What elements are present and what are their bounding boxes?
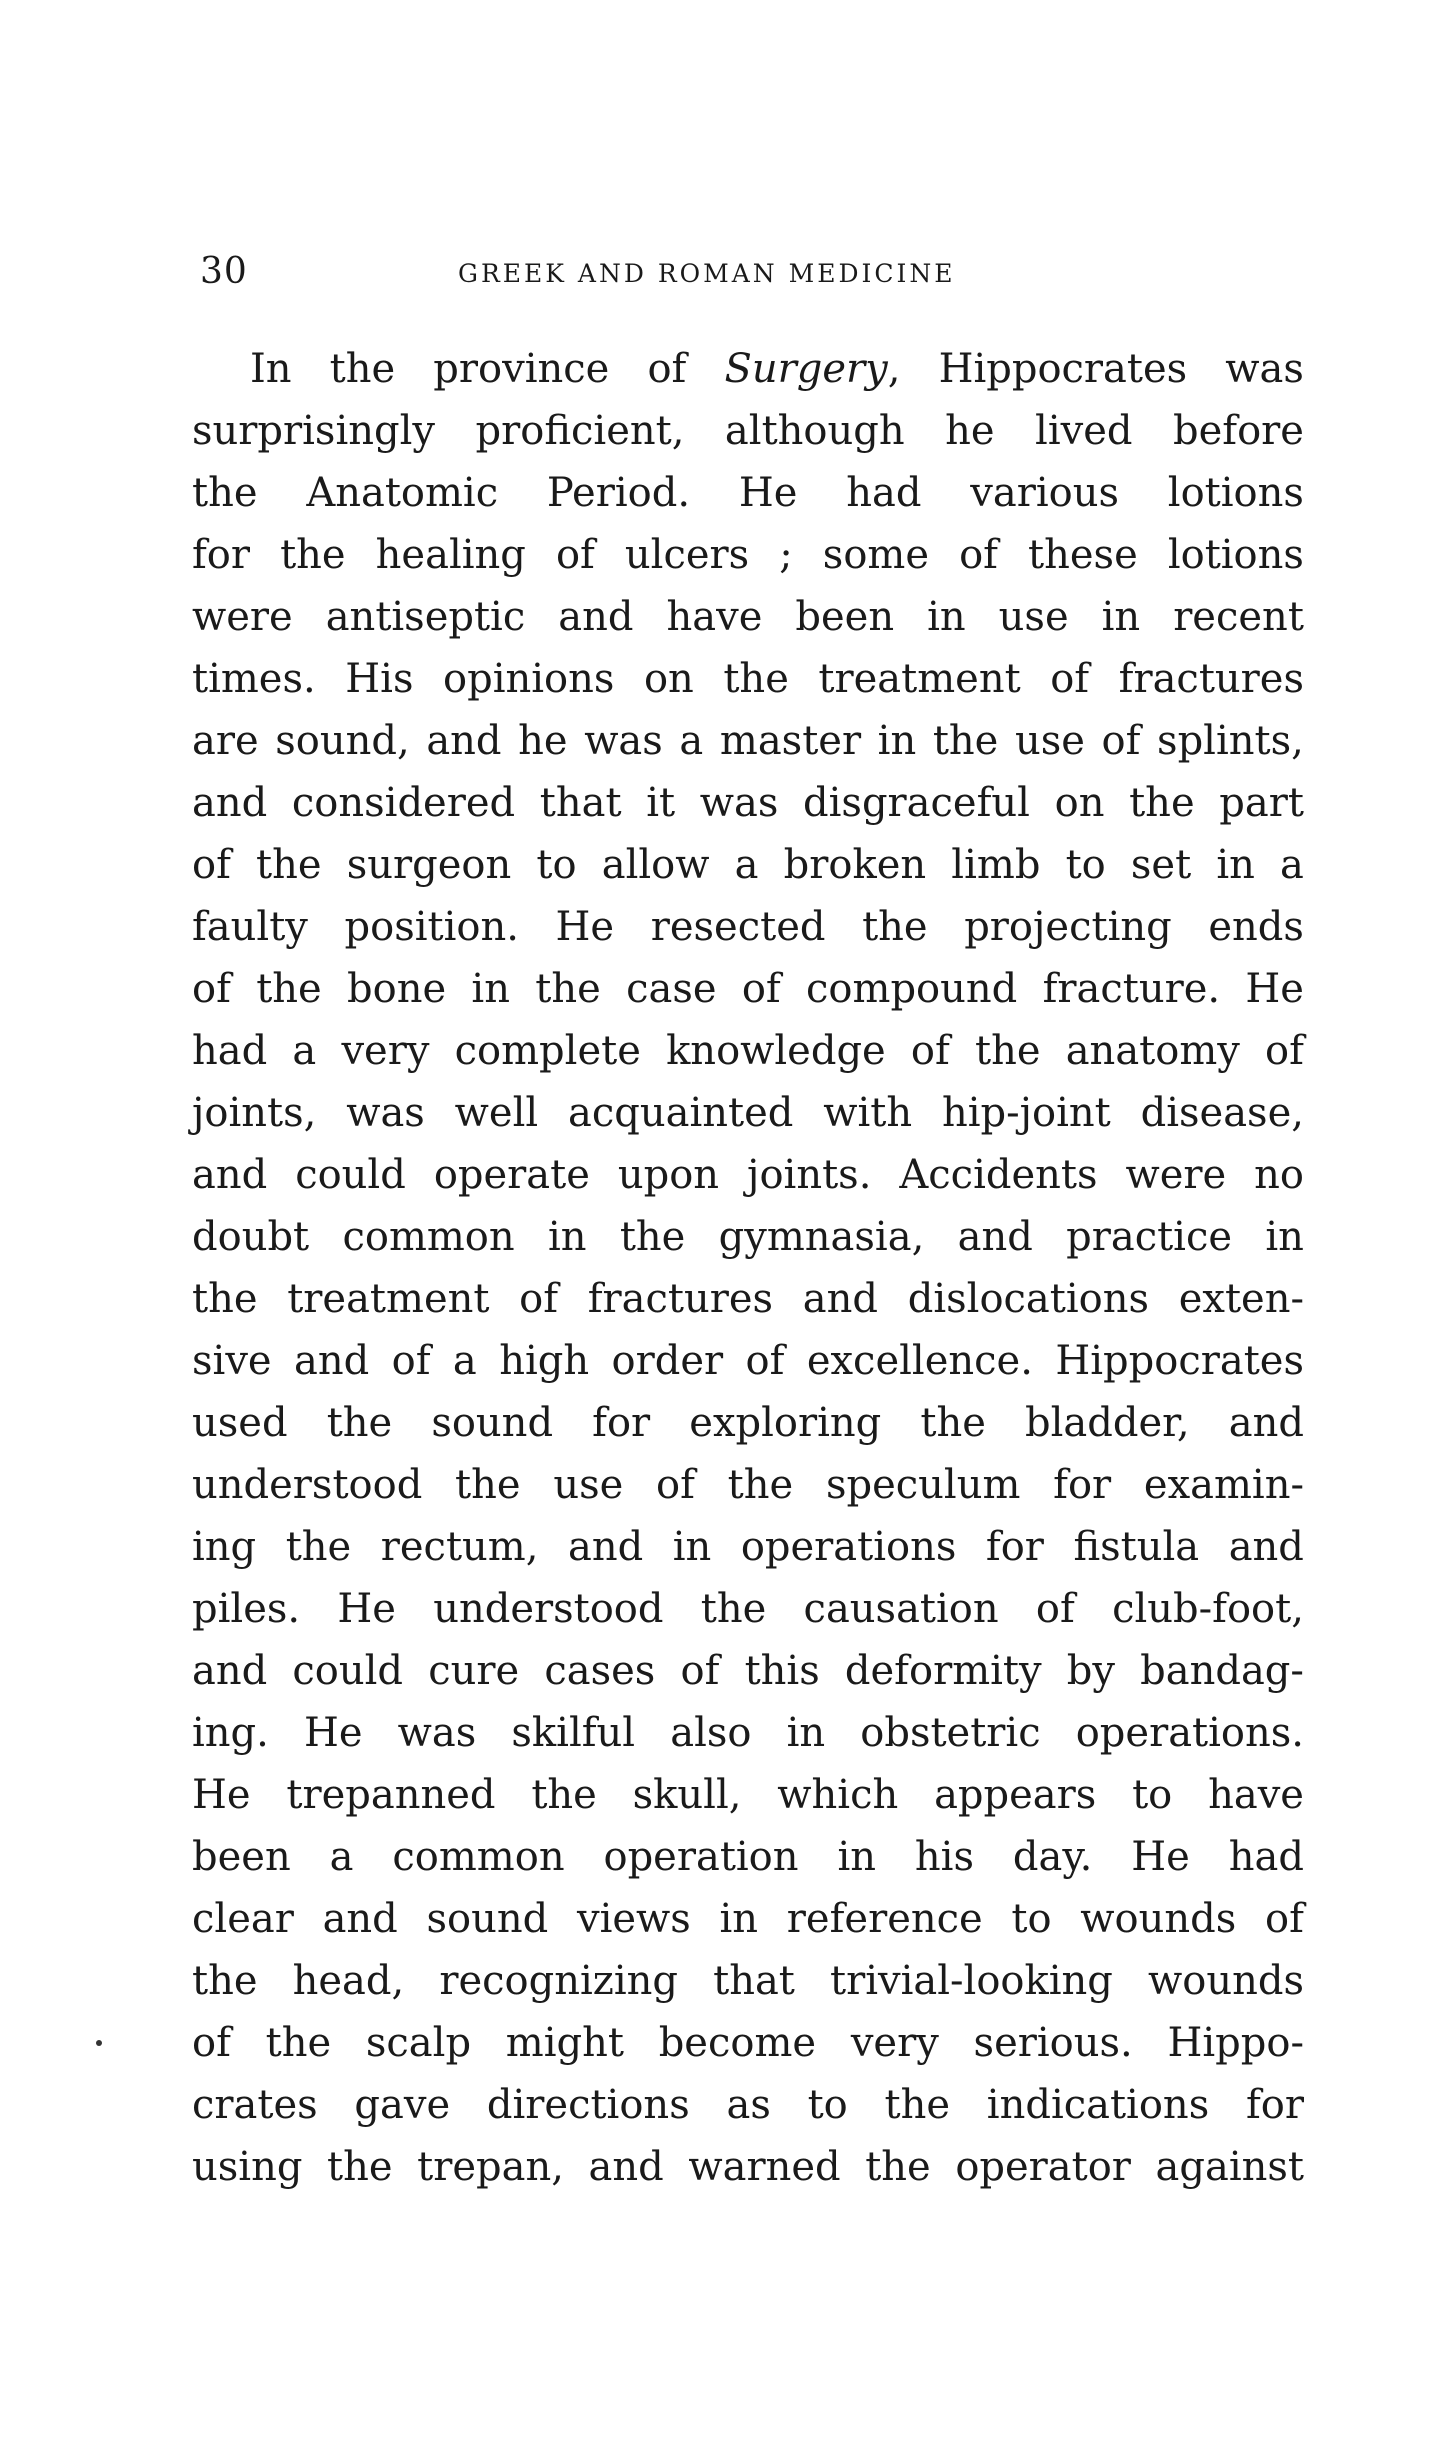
text-line: faulty position. He resected the projecting ends (192, 904, 1304, 950)
text-line: are sound, and he was a master in the use of splints, (192, 718, 1304, 764)
text-line: ing. He was skilful also in obstetric operations. (192, 1710, 1304, 1756)
text-line: and could operate upon joints. Accidents were no (192, 1152, 1304, 1198)
text-line: understood the use of the speculum for examin- (192, 1462, 1304, 1508)
text-line: using the trepan, and warned the operator against (192, 2144, 1304, 2190)
ink-speck (96, 2040, 102, 2046)
running-title: GREEK AND ROMAN MEDICINE (458, 259, 956, 288)
text-line: of the scalp might become very serious. Hippo- (192, 2020, 1304, 2066)
text-line: used the sound for exploring the bladder, and (192, 1400, 1304, 1446)
page-number: 30 (200, 251, 248, 292)
text-line: had a very complete knowledge of the anatomy of (192, 1028, 1304, 1074)
text-line: In the province of Surgery, Hippocrates was (250, 346, 1304, 392)
text-line: surprisingly proficient, although he lived before (192, 408, 1304, 454)
text-line: He trepanned the skull, which appears to have (192, 1772, 1304, 1818)
body-paragraph (192, 338, 1304, 2198)
text-line: sive and of a high order of excellence. Hippocrates (192, 1338, 1304, 1384)
text-line: been a common operation in his day. He had (192, 1834, 1304, 1880)
text-line: for the healing of ulcers ; some of these lotions (192, 532, 1304, 578)
text-line: of the surgeon to allow a broken limb to set in a (192, 842, 1304, 888)
text-line: the head, recognizing that trivial-looking wounds (192, 1958, 1304, 2004)
text-line: the treatment of fractures and dislocations exten- (192, 1276, 1304, 1322)
text-line: ing the rectum, and in operations for fistula and (192, 1524, 1304, 1570)
text-line: of the bone in the case of compound fracture. He (192, 966, 1304, 1012)
text-line: were antiseptic and have been in use in recent (192, 594, 1304, 640)
text-line: and considered that it was disgraceful on the part (192, 780, 1304, 826)
text-line: crates gave directions as to the indications for (192, 2082, 1304, 2128)
running-head (200, 250, 1300, 294)
text-line: and could cure cases of this deformity by bandag- (192, 1648, 1304, 1694)
text-line: clear and sound views in reference to wounds of (192, 1896, 1304, 1942)
text-line: the Anatomic Period. He had various lotions (192, 470, 1304, 516)
text-line: piles. He understood the causation of club-foot, (192, 1586, 1304, 1632)
text-line: times. His opinions on the treatment of fractures (192, 656, 1304, 702)
text-line: doubt common in the gymnasia, and practice in (192, 1214, 1304, 1260)
text-line: joints, was well acquainted with hip-joint disease, (192, 1090, 1304, 1136)
